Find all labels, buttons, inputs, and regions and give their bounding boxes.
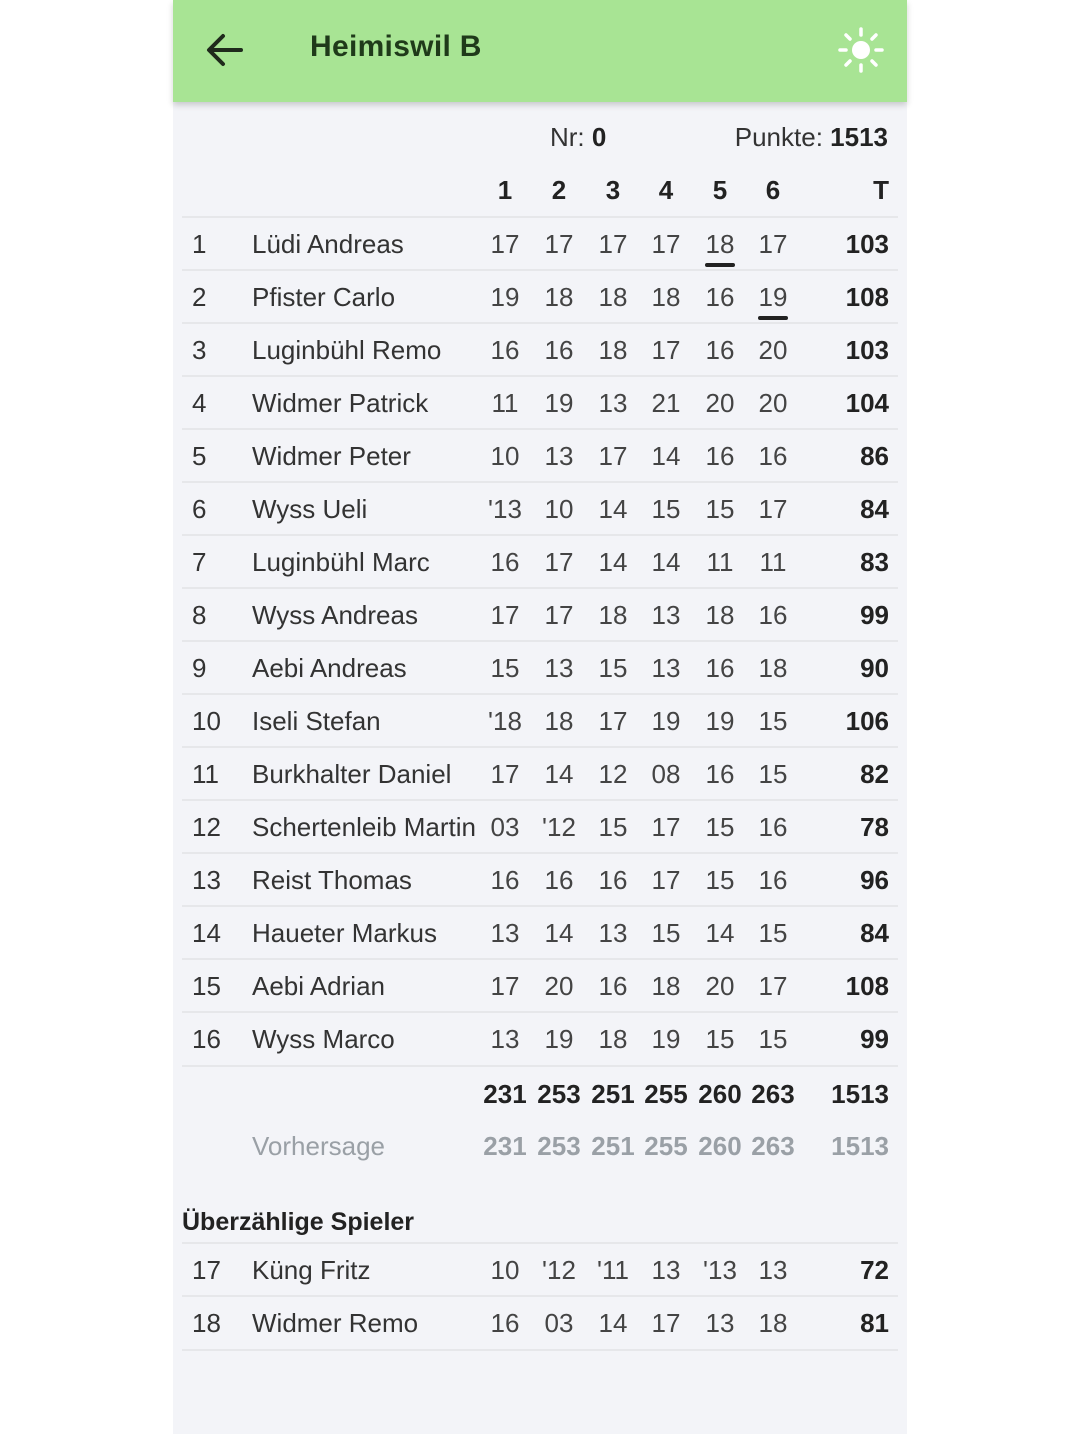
score-cell: 19 (544, 388, 574, 418)
score-cell: 11 (491, 388, 519, 418)
score-cell: 16 (490, 865, 520, 895)
nr-value: 0 (591, 122, 607, 152)
score-cell: 15 (651, 918, 681, 948)
nr-indicator (550, 122, 606, 153)
total-cell: 83 (860, 547, 889, 577)
table-row[interactable] (182, 481, 898, 535)
score-cell: 231 (483, 1079, 527, 1109)
score-cell: 15 (705, 1024, 735, 1054)
total-cell: 72 (860, 1255, 889, 1285)
score-cell: 11 (706, 547, 734, 577)
rank-cell: 5 (192, 441, 207, 471)
player-name-cell: Haueter Markus (252, 918, 437, 948)
score-cell: 16 (705, 282, 735, 312)
table-row[interactable] (182, 216, 898, 270)
score-cell: 20 (705, 971, 735, 1001)
score-cell: 16 (758, 865, 788, 895)
total-cell: 82 (860, 759, 889, 789)
rank-cell: 13 (192, 865, 221, 895)
score-cell: 20 (544, 971, 574, 1001)
total-cell: 108 (845, 971, 889, 1001)
rank-cell: 6 (192, 494, 207, 524)
table-row[interactable] (182, 693, 898, 747)
rank-cell: 12 (192, 812, 221, 842)
score-cell (693, 218, 747, 270)
player-name-cell: Aebi Andreas (252, 653, 407, 683)
table-row[interactable] (182, 375, 898, 429)
score-cell: 03 (544, 1308, 574, 1338)
score-cell: 16 (544, 335, 574, 365)
score-cell: 21 (651, 388, 681, 418)
score-cell: 16 (705, 335, 735, 365)
score-cell: 13 (651, 653, 681, 683)
score-cell: 19 (705, 706, 735, 736)
score-cell: 17 (651, 335, 681, 365)
score-cell: 16 (490, 547, 520, 577)
score-cell: 20 (758, 388, 788, 418)
score-cell: 13 (651, 1255, 681, 1285)
score-cell: 18 (651, 971, 681, 1001)
score-cell: 18 (598, 335, 628, 365)
total-cell: 84 (860, 918, 889, 948)
rank-cell: 10 (192, 706, 221, 736)
score-cell: 18 (598, 1024, 628, 1054)
arrow-left-icon[interactable] (203, 28, 247, 72)
rank-cell: 15 (192, 971, 221, 1001)
player-name-cell: Widmer Peter (252, 441, 411, 471)
score-cell: 2 (551, 175, 567, 205)
score-cell: 16 (705, 441, 735, 471)
table-row[interactable] (182, 1295, 898, 1351)
score-cell: 03 (490, 812, 520, 842)
score-cell: 15 (705, 812, 735, 842)
score-cell: 17 (651, 1308, 681, 1338)
best-score-underline: 19 (759, 271, 788, 323)
score-cell: 15 (758, 759, 788, 789)
total-cell: 1513 (831, 1079, 889, 1109)
best-score-underline: 18 (706, 218, 735, 270)
top-app-bar (173, 0, 907, 102)
score-cell: 255 (644, 1131, 688, 1161)
player-name-cell: Widmer Patrick (252, 388, 429, 418)
score-cell: 15 (758, 706, 788, 736)
score-cell: 15 (651, 494, 681, 524)
score-cell: 263 (751, 1079, 795, 1109)
score-cell: 17 (598, 229, 628, 259)
total-cell: 103 (845, 335, 889, 365)
punkte-indicator (735, 122, 888, 153)
table-row[interactable] (182, 534, 898, 588)
extra-players-heading: Überzählige Spieler (182, 1208, 415, 1236)
score-cell: 14 (598, 1308, 628, 1338)
score-cell: 13 (490, 918, 520, 948)
rank-cell: 8 (192, 600, 207, 630)
rank-cell: 4 (192, 388, 207, 418)
total-cell: 90 (860, 653, 889, 683)
score-cell: 20 (758, 335, 788, 365)
score-cell: 13 (651, 600, 681, 630)
score-cell: 15 (705, 494, 735, 524)
rank-cell: 18 (192, 1308, 221, 1338)
player-name-cell: Wyss Ueli (252, 494, 368, 524)
player-name-cell: Aebi Adrian (252, 971, 385, 1001)
score-cell (746, 271, 800, 323)
score-cell: 14 (651, 547, 681, 577)
score-cell: 263 (751, 1131, 795, 1161)
table-row[interactable] (182, 746, 898, 800)
score-cell: 19 (490, 282, 520, 312)
player-name-cell: Iseli Stefan (252, 706, 381, 736)
table-row[interactable] (182, 428, 898, 482)
score-cell: 15 (598, 812, 628, 842)
score-cell: 18 (758, 653, 788, 683)
score-cell: 13 (598, 918, 628, 948)
score-cell: 253 (537, 1131, 581, 1161)
score-cell: 15 (705, 865, 735, 895)
score-cell: 19 (544, 1024, 574, 1054)
score-cell: '11 (597, 1255, 629, 1285)
table-row[interactable] (182, 852, 898, 906)
score-cell: 260 (698, 1131, 742, 1161)
player-name-cell: Lüdi Andreas (252, 229, 404, 259)
total-cell: 86 (860, 441, 889, 471)
score-cell: 17 (490, 759, 520, 789)
table-row[interactable] (182, 799, 898, 853)
score-cell: 255 (644, 1079, 688, 1109)
score-cell: 13 (598, 388, 628, 418)
score-cell: 231 (483, 1131, 527, 1161)
total-cell: 99 (860, 600, 889, 630)
table-row[interactable] (182, 905, 898, 959)
total-cell: 99 (860, 1024, 889, 1054)
total-cell: 106 (845, 706, 889, 736)
score-cell: 18 (598, 282, 628, 312)
score-cell: 18 (651, 282, 681, 312)
score-cell: 18 (705, 600, 735, 630)
score-cell: 17 (598, 441, 628, 471)
score-cell: 11 (759, 547, 787, 577)
score-cell: 14 (651, 441, 681, 471)
score-cell: 16 (705, 759, 735, 789)
total-cell: 78 (860, 812, 889, 842)
score-cell: 18 (758, 1308, 788, 1338)
score-cell: 10 (490, 1255, 520, 1285)
rank-cell: 14 (192, 918, 221, 948)
rank-cell: 3 (192, 335, 207, 365)
total-cell: T (873, 175, 889, 205)
score-cell: 251 (591, 1131, 635, 1161)
app-screen (173, 0, 907, 1434)
rank-cell: 1 (192, 229, 207, 259)
score-cell: 16 (758, 600, 788, 630)
total-cell: 108 (845, 282, 889, 312)
table-row[interactable] (182, 269, 898, 323)
score-cell: 17 (544, 229, 574, 259)
score-cell: 17 (651, 229, 681, 259)
score-cell: 17 (758, 971, 788, 1001)
score-cell: 14 (705, 918, 735, 948)
score-cell: 13 (490, 1024, 520, 1054)
total-cell: 96 (860, 865, 889, 895)
score-cell: 17 (490, 229, 520, 259)
score-cell: 17 (544, 547, 574, 577)
score-cell: 15 (758, 1024, 788, 1054)
prediction-row (182, 1120, 898, 1172)
rank-cell: 16 (192, 1024, 221, 1054)
score-cell: 16 (758, 441, 788, 471)
score-cell: 18 (598, 600, 628, 630)
player-name-cell: Pfister Carlo (252, 282, 396, 312)
score-cell: 1 (497, 175, 513, 205)
score-cell: 18 (544, 706, 574, 736)
player-name-cell: Luginbühl Marc (252, 547, 430, 577)
rank-cell: 17 (192, 1255, 221, 1285)
score-cell: '18 (488, 706, 522, 736)
score-cell: 17 (598, 706, 628, 736)
score-cell: 12 (598, 759, 628, 789)
score-cell: 17 (490, 600, 520, 630)
player-name-cell: Schertenleib Martin (252, 812, 476, 842)
total-cell: 103 (845, 229, 889, 259)
player-name-cell: Luginbühl Remo (252, 335, 442, 365)
score-cell: 14 (598, 547, 628, 577)
score-cell: 16 (490, 335, 520, 365)
score-cell: 251 (591, 1079, 635, 1109)
rank-cell: 9 (192, 653, 207, 683)
score-cell: '12 (542, 812, 576, 842)
score-cell: 15 (598, 653, 628, 683)
score-cell: 08 (651, 759, 681, 789)
score-cell: 15 (758, 918, 788, 948)
nr-label: Nr: (550, 122, 585, 152)
score-cell: 13 (758, 1255, 788, 1285)
score-cell: 17 (651, 865, 681, 895)
rank-cell: 11 (192, 759, 219, 789)
score-cell: 4 (658, 175, 674, 205)
table-row[interactable] (182, 587, 898, 641)
total-cell: 104 (845, 388, 889, 418)
score-cell: '12 (542, 1255, 576, 1285)
column-header-row (182, 164, 898, 216)
score-cell: 17 (651, 812, 681, 842)
table-row[interactable] (182, 1011, 898, 1067)
player-name-cell: Burkhalter Daniel (252, 759, 452, 789)
table-row[interactable] (182, 322, 898, 376)
total-cell: 1513 (831, 1131, 889, 1161)
punkte-value: 1513 (830, 122, 888, 152)
score-cell: 260 (698, 1079, 742, 1109)
table-row[interactable] (182, 640, 898, 694)
score-cell: 13 (544, 441, 574, 471)
table-row[interactable] (182, 1242, 898, 1296)
score-cell: 5 (712, 175, 728, 205)
score-cell: 19 (651, 1024, 681, 1054)
score-cell: 14 (544, 918, 574, 948)
score-cell: 19 (651, 706, 681, 736)
player-name-cell: Reist Thomas (252, 865, 412, 895)
player-name-cell: Wyss Marco (252, 1024, 395, 1054)
page-title: Heimiswil B (310, 30, 482, 63)
score-cell: 16 (544, 865, 574, 895)
score-cell: 13 (544, 653, 574, 683)
score-cell: 16 (598, 971, 628, 1001)
score-cell: 16 (758, 812, 788, 842)
score-cell: 17 (758, 229, 788, 259)
prediction-label: Vorhersage (252, 1131, 385, 1161)
score-cell: 14 (598, 494, 628, 524)
score-cell: 10 (490, 441, 520, 471)
punkte-label: Punkte: (734, 122, 823, 152)
player-name-cell: Küng Fritz (252, 1255, 371, 1285)
score-cell: 16 (598, 865, 628, 895)
score-cell: 16 (705, 653, 735, 683)
table-row[interactable] (182, 958, 898, 1012)
score-cell: 18 (544, 282, 574, 312)
rank-cell: 7 (192, 547, 207, 577)
score-cell: 17 (490, 971, 520, 1001)
totals-row (182, 1068, 898, 1120)
sun-icon[interactable] (837, 26, 885, 74)
total-cell: 81 (860, 1308, 889, 1338)
score-cell: '13 (488, 494, 522, 524)
score-cell: 10 (544, 494, 574, 524)
score-cell: 17 (758, 494, 788, 524)
score-cell: 253 (537, 1079, 581, 1109)
score-cell: 17 (544, 600, 574, 630)
score-cell: 3 (605, 175, 621, 205)
rank-cell: 2 (192, 282, 207, 312)
score-cell: 6 (765, 175, 781, 205)
score-cell: '13 (703, 1255, 737, 1285)
score-cell: 16 (490, 1308, 520, 1338)
player-name-cell: Wyss Andreas (252, 600, 418, 630)
score-cell: 13 (705, 1308, 735, 1338)
total-cell: 84 (860, 494, 889, 524)
score-cell: 15 (490, 653, 520, 683)
score-cell: 20 (705, 388, 735, 418)
player-name-cell: Widmer Remo (252, 1308, 419, 1338)
score-cell: 14 (544, 759, 574, 789)
